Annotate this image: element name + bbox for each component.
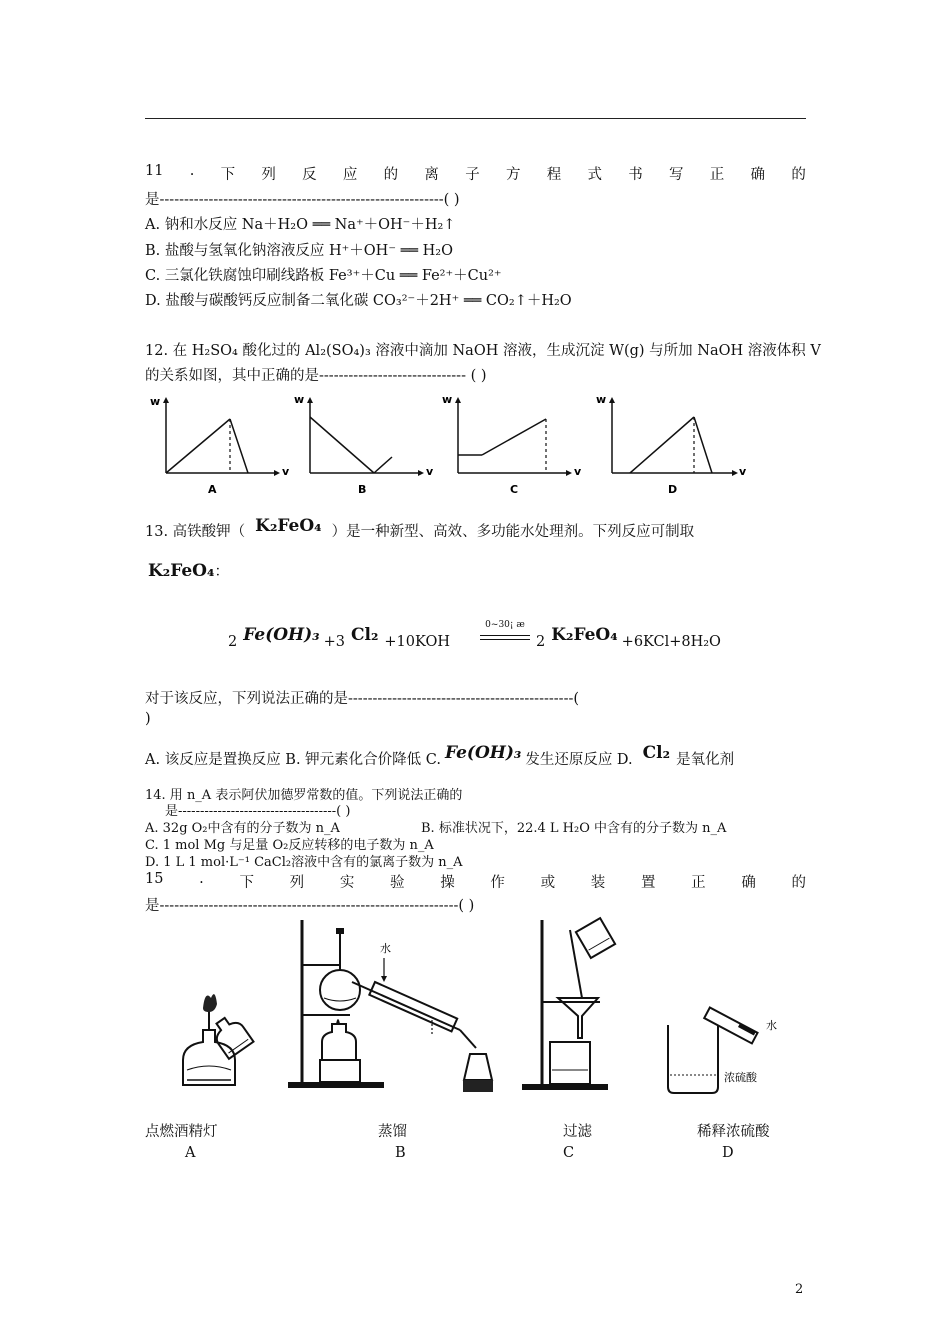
header-rule <box>145 118 806 119</box>
stem-char: 反 <box>302 167 317 183</box>
graph-c <box>442 395 582 500</box>
eq-cl2: Cl₂ <box>350 625 379 645</box>
graph-a-curve <box>166 419 230 473</box>
stem-char: 作 <box>490 875 505 891</box>
q11-stem <box>145 163 806 184</box>
stem-char: 确 <box>741 875 756 891</box>
caption-letter-c: C <box>563 1145 575 1161</box>
stem-char: 程 <box>546 167 562 183</box>
q13-question: 对于该反应，下列说法正确的是----------------------------------------------( <box>145 691 580 707</box>
svg-text:v: v <box>739 465 747 478</box>
q13-colon: ： <box>214 564 229 580</box>
stem-char: 确 <box>750 167 766 183</box>
graph-d <box>596 395 746 500</box>
eq-tail: +6KCl+8H₂O <box>621 634 721 650</box>
q12-line2: 的关系如图，其中正确的是------------------------------ ( ) <box>145 368 487 384</box>
stem-char: 下 <box>220 167 236 183</box>
stem-char: 验 <box>390 875 405 891</box>
apparatus-c-filtration <box>520 920 620 1092</box>
q14-line1: 14. 用 n_A 表示阿伏加德罗常数的值。下列说法正确的 <box>145 788 463 803</box>
svg-text:v: v <box>426 465 434 478</box>
eq-plus-3: +3 <box>323 634 345 650</box>
svg-text:w: w <box>442 393 453 406</box>
graph-a-y-label: w <box>150 395 161 408</box>
q14-line2: 是------------------------------------( ) <box>165 804 351 819</box>
eq-feoh3: Fe(OH)₃ <box>243 625 320 645</box>
stem-char: 方 <box>505 167 521 183</box>
stem-char: 的 <box>791 875 806 891</box>
stem-char: . <box>189 163 195 179</box>
apparatus-d-water-label: 水 <box>766 1019 777 1032</box>
q11-option-b: B. 盐酸与氢氧化钠溶液反应 H⁺＋OH⁻ ══ H₂O <box>145 243 453 259</box>
apparatus-d-acid-label: 浓硫酸 <box>724 1071 757 1084</box>
stem-char: 实 <box>339 875 355 891</box>
eq-condition: 0~30¡ æ <box>485 620 525 630</box>
eq-arrow <box>480 635 530 640</box>
q11-option-a: A. 钠和水反应 Na＋H₂O ══ Na⁺＋OH⁻＋H₂↑ <box>145 217 456 233</box>
graph-b <box>294 395 434 500</box>
eq-k2feo4: K₂FeO₄ <box>551 625 618 645</box>
q11-stem-tail: 是----------------------------------------------------------( ) <box>145 192 460 208</box>
caption-b: 蒸馏 <box>378 1124 407 1140</box>
stem-char: 15 <box>145 871 164 887</box>
caption-d: 稀释浓硫酸 <box>697 1124 770 1140</box>
q13-line2 <box>148 560 229 581</box>
graph-a-letter: A <box>208 483 217 496</box>
q15-stem <box>145 871 806 892</box>
q13-option-d-tail: 是氧化剂 <box>676 752 735 768</box>
q11-option-d: D. 盐酸与碳酸钙反应制备二氧化碳 CO₃²⁻＋2H⁺ ══ CO₂↑＋H₂O <box>145 293 572 309</box>
apparatus-b-distillation <box>280 920 510 1092</box>
q14-option-b: B. 标准状况下，22.4 L H₂O 中含有的分子数为 n_A <box>421 821 727 836</box>
apparatus-d-dilution <box>660 1005 790 1095</box>
stem-char: 列 <box>289 875 305 891</box>
q15-stem-tail: 是-------------------------------------------------------------( ) <box>145 898 475 914</box>
q13-k2feo4-inline: K₂FeO₄ <box>255 516 322 536</box>
q14-option-c: C. 1 mol Mg 与足量 O₂反应转移的电子数为 n_A <box>145 838 434 853</box>
q13-line1 <box>145 516 695 541</box>
stem-char: 的 <box>791 167 806 183</box>
caption-letter-d: D <box>722 1145 734 1161</box>
q12-line1: 12. 在 H₂SO₄ 酸化过的 Al₂(SO₄)₃ 溶液中滴加 NaOH 溶液，生成沉淀 W(g) 与所加 NaOH 溶液体积 V <box>145 343 821 359</box>
graph-a <box>150 395 290 500</box>
stem-char: . <box>199 871 204 887</box>
graph-d-curve <box>630 417 694 473</box>
stem-char: 11 <box>145 163 164 179</box>
apparatus-a-lamps <box>175 990 270 1090</box>
stem-char: 操 <box>440 875 455 891</box>
stem-char: 的 <box>383 167 399 183</box>
graph-b-curve <box>310 417 374 473</box>
caption-a: 点燃酒精灯 <box>145 1124 218 1140</box>
graph-d-letter: D <box>668 483 678 496</box>
stem-char: 正 <box>691 875 706 891</box>
svg-text:w: w <box>596 393 607 406</box>
q13-line1-post: ）是一种新型、高效、多功能水处理剂。下列反应可制取 <box>331 524 695 540</box>
caption-c: 过滤 <box>563 1124 592 1140</box>
eq-koh: +10KOH <box>384 634 450 650</box>
q11-option-c: C. 三氯化铁腐蚀印刷线路板 Fe³⁺＋Cu ══ Fe²⁺＋Cu²⁺ <box>145 268 502 284</box>
stem-char: 写 <box>669 167 684 183</box>
q14-option-d: D. 1 L 1 mol·L⁻¹ CaCl₂溶液中含有的氯离子数为 n_A <box>145 855 463 870</box>
caption-letter-a: A <box>185 1145 196 1161</box>
caption-letter-b: B <box>395 1145 406 1161</box>
stem-char: 或 <box>540 875 556 891</box>
q13-option-c-tail: 发生还原反应 D. <box>525 752 633 768</box>
q13-equation <box>228 625 450 655</box>
q13-option-c-formula: Fe(OH)₃ <box>444 743 522 763</box>
svg-text:w: w <box>294 393 305 406</box>
stem-char: 式 <box>587 167 602 183</box>
q13-equation-rhs <box>536 625 721 650</box>
stem-char: 装 <box>590 875 606 891</box>
svg-text:v: v <box>574 465 582 478</box>
q13-options <box>145 742 735 768</box>
q13-option-d-formula: Cl₂ <box>642 743 671 763</box>
q14-option-a: A. 32g O₂中含有的分子数为 n_A <box>145 821 340 836</box>
stem-char: 列 <box>261 167 276 183</box>
eq-coef-2b: 2 <box>536 634 546 650</box>
apparatus-b-water-label: 水 <box>380 942 391 955</box>
graph-c-letter: C <box>510 483 519 496</box>
stem-char: 置 <box>640 875 656 891</box>
eq-coef-2: 2 <box>228 634 238 650</box>
q13-k2feo4-line2: K₂FeO₄ <box>148 561 215 581</box>
q13-question-close: ) <box>145 711 151 727</box>
stem-char: 子 <box>465 167 480 183</box>
page-number: 2 <box>795 1282 804 1297</box>
stem-char: 离 <box>424 167 439 183</box>
q13-line1-pre: 13. 高铁酸钾（ <box>145 524 246 540</box>
q13-options-ab: A. 该反应是置换反应 B. 钾元素化合价降低 C. <box>145 752 441 768</box>
stem-char: 书 <box>628 167 643 183</box>
stem-char: 正 <box>709 167 725 183</box>
graph-b-letter: B <box>358 483 367 496</box>
svg-text:v: v <box>282 465 290 478</box>
stem-char: 应 <box>342 167 358 183</box>
stem-char: 下 <box>239 875 254 891</box>
